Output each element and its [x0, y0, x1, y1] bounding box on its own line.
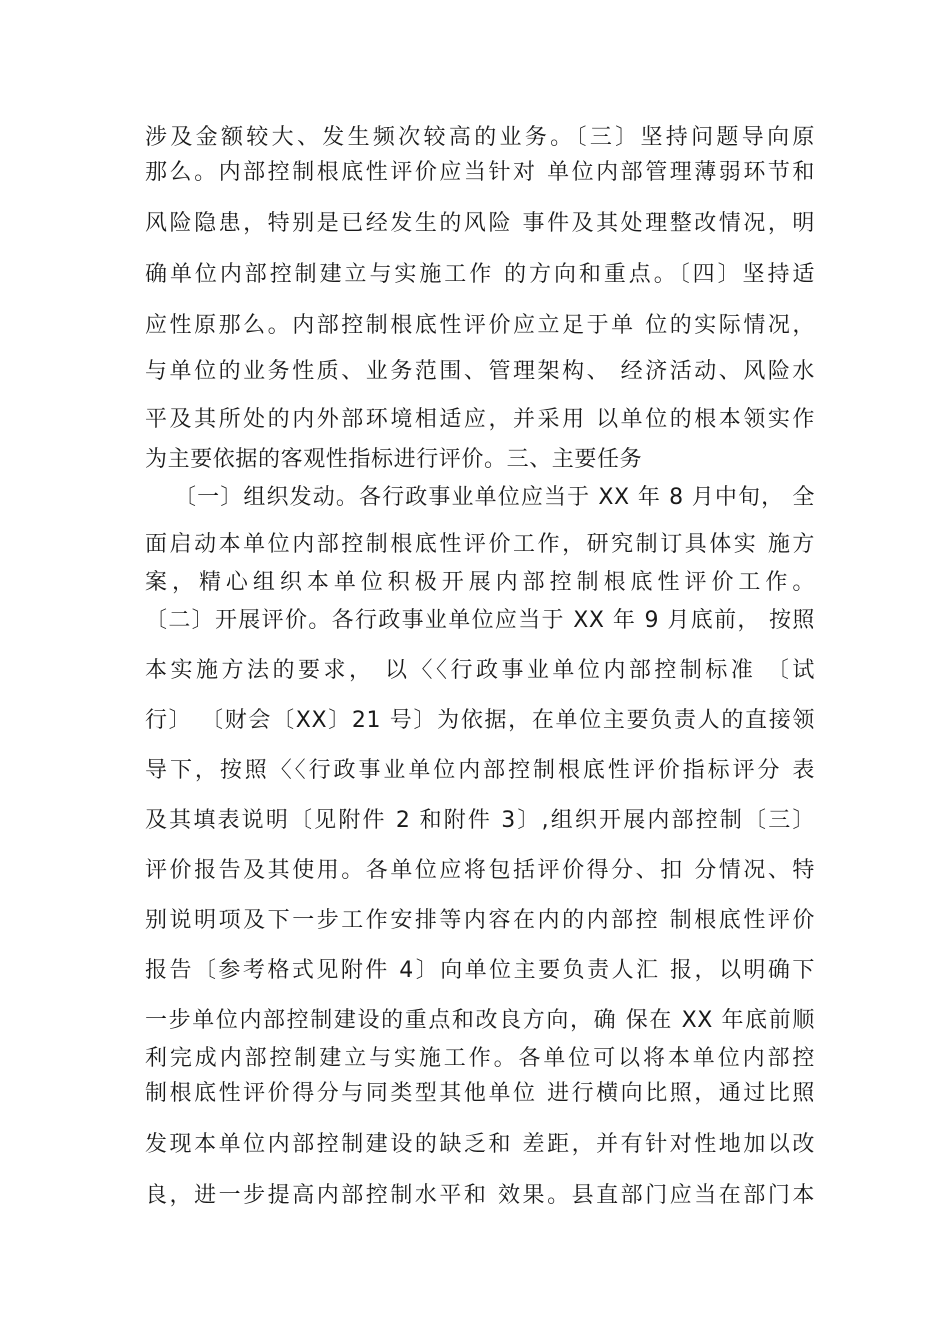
text-line-17: 评价报告及其使用。各单位应将包括评价得分、扣 分情况、特	[145, 858, 815, 883]
text-line-21: 利完成内部控制建立与实施工作。各单位可以将本单位内部控	[145, 1046, 815, 1071]
text-line-22: 制根底性评价得分与同类型其他单位 进行横向比照，通过比照	[145, 1081, 815, 1106]
text-line-10: 面启动本单位内部控制根底性评价工作，研究制订具体实 施方	[145, 532, 815, 557]
text-line-16: 及其填表说明〔见附件 2 和附件 3〕,组织开展内部控制〔三〕	[145, 808, 815, 833]
text-line-15: 导下，按照〈〈行政事业单位内部控制根底性评价指标评分 表	[145, 758, 815, 783]
text-line-20: 一步单位内部控制建设的重点和改良方向，确 保在 XX 年底前顺	[145, 1008, 815, 1033]
text-line-3: 风险隐患，特别是已经发生的风险 事件及其处理整改情况，明	[145, 211, 815, 236]
text-line-18: 别说明项及下一步工作安排等内容在内的内部控 制根底性评价	[145, 908, 815, 933]
text-line-5: 应性原那么。内部控制根底性评价应立足于单 位的实际情况，	[145, 313, 815, 338]
text-line-6: 与单位的业务性质、业务范围、管理架构、 经济活动、风险水	[145, 359, 815, 384]
text-line-12: 〔二〕开展评价。各行政事业单位应当于 XX 年 9 月底前， 按照	[145, 608, 815, 633]
text-line-2: 那么。内部控制根底性评价应当针对 单位内部管理薄弱环节和	[145, 160, 815, 185]
text-line-13: 本实施方法的要求， 以〈〈行政事业单位内部控制标准 〔试	[145, 658, 815, 683]
text-line-1: 涉及金额较大、发生频次较高的业务。〔三〕坚持问题导向原	[145, 125, 815, 150]
text-line-9: 〔一〕组织发动。各行政事业单位应当于 XX 年 8 月中旬， 全	[174, 485, 815, 510]
text-line-19: 报告〔参考格式见附件 4〕向单位主要负责人汇 报，以明确下	[145, 958, 815, 983]
text-line-23: 发现本单位内部控制建设的缺乏和 差距，并有针对性地加以改	[145, 1132, 815, 1157]
text-line-14: 行〕 〔财会〔XX〕21 号〕为依据，在单位主要负责人的直接领	[145, 708, 815, 733]
text-line-7: 平及其所处的内外部环境相适应，并采用 以单位的根本领实作	[145, 407, 815, 432]
text-line-8: 为主要依据的客观性指标进行评价。三、主要任务	[145, 447, 643, 472]
text-line-24: 良，进一步提高内部控制水平和 效果。县直部门应当在部门本	[145, 1183, 815, 1208]
text-line-4: 确单位内部控制建立与实施工作 的方向和重点。〔四〕坚持适	[145, 262, 815, 287]
text-line-11: 案，精心组织本单位积极开展内部控制根底性评价工作。	[145, 570, 815, 595]
